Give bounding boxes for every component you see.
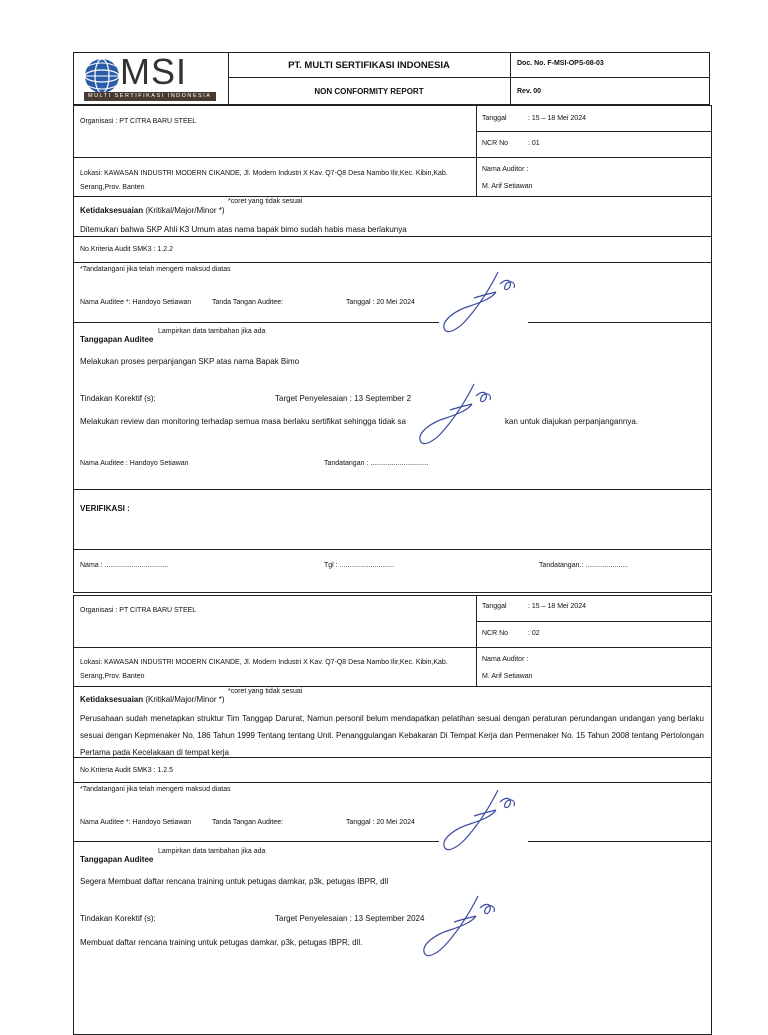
korektif-text-1b: kan untuk diajukan perpanjangannya.: [505, 417, 638, 426]
verifikasi-title: VERIFIKASI :: [80, 504, 130, 513]
doc-no-value: F-MSI-OPS-08-03: [547, 60, 604, 67]
msi-logo: [80, 51, 220, 102]
lokasi-1b: Serang,Prov. Banten: [80, 184, 145, 191]
tindakan-label-1: Tindakan Korektif (s):: [80, 394, 156, 403]
logo-text: MSI: [120, 51, 188, 92]
tindakan-label-2: Tindakan Korektif (s):: [80, 914, 156, 923]
verif-ttd: Tandatangan.: ......................: [539, 562, 629, 569]
ncr-value-1: : 01: [528, 140, 540, 147]
ketidaksesuaian-heading-2: [80, 695, 224, 704]
ketidak-sub-1: (Kritikal/Major/Minor *): [143, 206, 225, 215]
ketidak-title-2: Ketidaksesuaian: [80, 695, 144, 704]
logo-sub-band: [84, 92, 216, 101]
revision: Rev. 00: [517, 88, 541, 95]
target-label-2: Target Penyelesaian : 13 September 2024: [275, 914, 425, 923]
korektif-text-2: Membuat daftar rencana training untuk petugas damkar, p3k, petugas IBPR, dll.: [80, 938, 363, 947]
korektif-text-1a: Melakukan review dan monitoring terhadap semua masa berlaku sertifikat sehingga tidak sa: [80, 417, 406, 426]
auditor-name-2: M. Arif Setiawan: [482, 673, 533, 680]
tanggal-ttd-1: Tanggal : 20 Mei 2024: [346, 299, 415, 306]
organisasi-label-2: Organisasi : PT CITRA BARU STEEL: [80, 607, 197, 614]
target-label-1: Target Penyelesaian : 13 September 2: [275, 394, 412, 403]
lokasi-2b: Serang,Prov. Banten: [80, 673, 145, 680]
verif-tgl: Tgl : ............................: [324, 562, 395, 569]
doc-no: [517, 60, 604, 67]
auditor-label-2: Nama Auditor :: [482, 656, 529, 663]
company-name: PT. MULTI SERTIFIKASI INDONESIA: [288, 60, 450, 71]
kriteria-2: No.Kriteria Audit SMK3 : 1.2.5: [80, 767, 173, 774]
tanggal-value-2: : 15 – 18 Mei 2024: [528, 603, 586, 610]
auditor-name-1: M. Arif Setiawan: [482, 183, 533, 190]
signature-icon: [440, 268, 530, 338]
lampiran-note-1: Lampirkan data tambahan jika ada: [158, 328, 266, 335]
ttd-auditee-1: Tanda Tangan Auditee:: [212, 299, 284, 306]
sign-note-2: *Tandatangani jika telah mengerti maksud diatas: [80, 786, 231, 793]
tandatangan-1: Tandatangan : ..............................: [324, 460, 429, 467]
doc-no-label: Doc. No.: [517, 60, 546, 67]
lokasi-2a: Lokasi: KAWASAN INDUSTRI MODERN CIKANDE, Jl. Modern Industri X Kav. Q7-Q8 Desa Nambo Ilir,Kec. Kibin,Kab.: [80, 659, 448, 666]
auditee-name-1: Nama Auditee *: Handoyo Setiawan: [80, 299, 192, 306]
tanggal-label-2: Tanggal: [482, 603, 507, 610]
auditee-name-2: Nama Auditee *: Handoyo Setiawan: [80, 819, 192, 826]
msi-globe-logo-icon: [82, 56, 122, 96]
finding-2: Perusahaan sudah menetapkan struktur Tim Tanggap Darurat, Namun personil belum mendapatkan pelatihan sesuai dengan peraturan perundangan undangan yang berlaku sesuai dengan Kepmenaker No. 186 Tahun 1999 Tentang tentang Unit. Penanggulangan Kebakaran Di Tempat Kerja dan Permenaker No. 15 Tahun 2008 tentang Pertolongan Pertama pada Kecelakaan di tempat kerja: [80, 714, 704, 757]
signature-icon: [440, 786, 530, 856]
lampiran-note-2: Lampirkan data tambahan jika ada: [158, 848, 266, 855]
tanggapan-text-2: Segera Membuat daftar rencana training untuk petugas damkar, p3k, petugas IBPR, dll: [80, 877, 389, 886]
verif-nama: Nama : .................................: [80, 562, 169, 569]
ketidak-sub-2: (Kritikal/Major/Minor *): [143, 695, 225, 704]
ttd-auditee-2: Tanda Tangan Auditee:: [212, 819, 284, 826]
tanggal-value-1: : 15 – 18 Mei 2024: [528, 115, 586, 122]
ncr-section-1: [73, 105, 712, 593]
coret-note-2: *coret yang tidak sesuai: [228, 688, 303, 695]
organisasi-label-1: Organisasi : PT CITRA BARU STEEL: [80, 118, 197, 125]
auditor-label-1: Nama Auditor :: [482, 166, 529, 173]
ncr-label-1: NCR No: [482, 140, 509, 147]
coret-note-1: *coret yang tidak sesuai: [228, 198, 303, 205]
lokasi-1a: Lokasi: KAWASAN INDUSTRI MODERN CIKANDE, Jl. Modern Industri X Kav. Q7-Q8 Desa Nambo Ilir,Kec. Kibin,Kab.: [80, 170, 448, 177]
nama-auditee2-1: Nama Auditee : Handoyo Setiawan: [80, 460, 189, 467]
signature-icon: [416, 380, 506, 450]
sign-note-1: *Tandatangani jika telah mengerti maksud diatas: [80, 266, 231, 273]
finding-1: Ditemukan bahwa SKP Ahli K3 Umum atas nama bapak bimo sudah habis masa berlakunya: [80, 225, 407, 234]
kriteria-1: No.Kriteria Audit SMK3 : 1.2.2: [80, 246, 173, 253]
tanggapan-text-1: Melakukan proses perpanjangan SKP atas nama Bapak Bimo: [80, 357, 300, 366]
ketidaksesuaian-heading-1: [80, 206, 224, 215]
ketidak-title-1: Ketidaksesuaian: [80, 206, 144, 215]
tanggapan-title-1: Tanggapan Auditee: [80, 335, 154, 344]
tanggapan-title-2: Tanggapan Auditee: [80, 855, 154, 864]
logo-sub-text: MULTI SERTIFIKASI INDONESIA: [88, 93, 212, 99]
signature-icon: [420, 892, 510, 962]
ncr-value-2: : 02: [528, 630, 540, 637]
ncr-label-2: NCR No: [482, 630, 509, 637]
report-title: NON CONFORMITY REPORT: [314, 87, 424, 96]
tanggal-ttd-2: Tanggal : 20 Mei 2024: [346, 819, 415, 826]
tanggal-label-1: Tanggal: [482, 115, 507, 122]
